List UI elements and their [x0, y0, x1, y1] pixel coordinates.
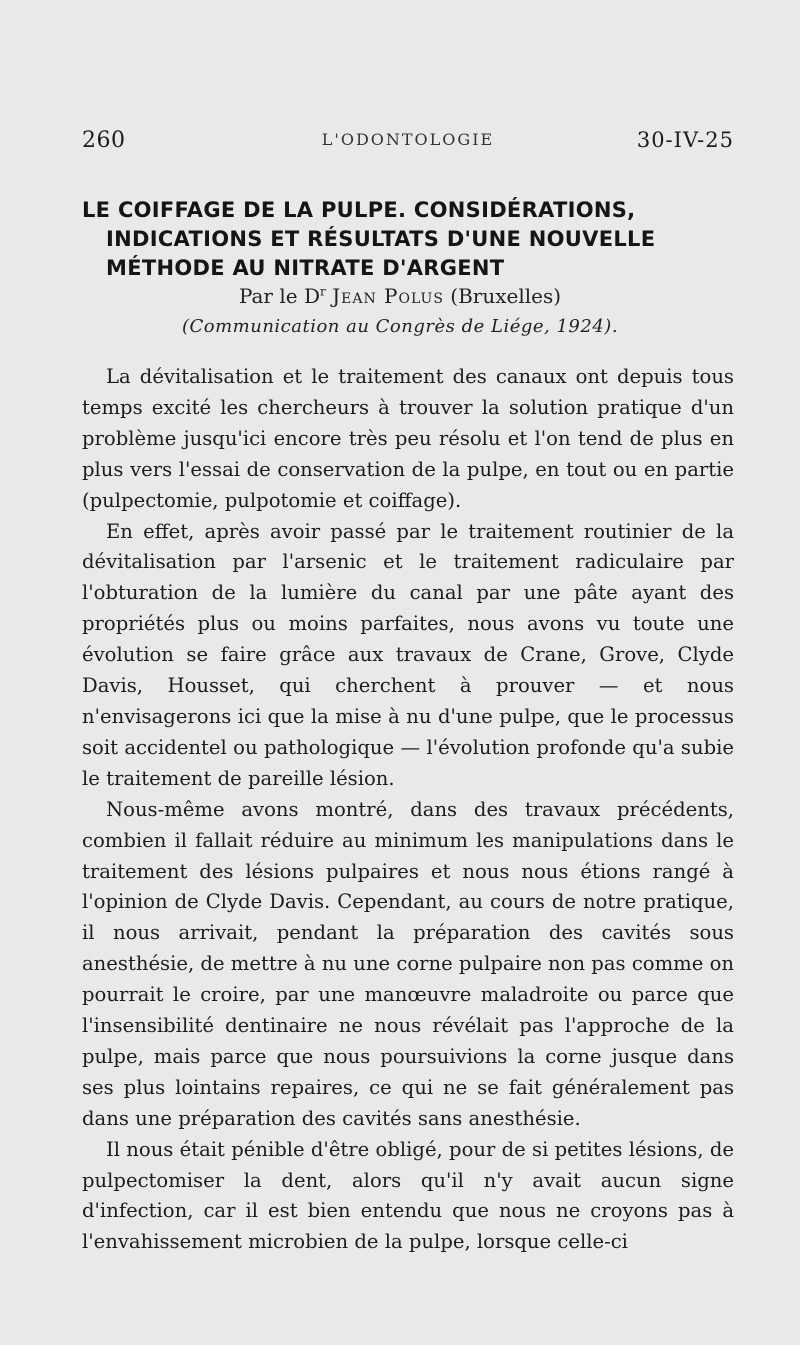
title-line-1: LE COIFFAGE DE LA PULPE. CONSIDÉRATIONS,	[82, 198, 636, 222]
issue-date: 30-IV-25	[636, 128, 734, 152]
paragraph-2: En effet, après avoir passé par le traitement routinier de la dévitalisation par l'arsenic et le traitement radiculaire par l'obturation de la lumière du canal par une pâte ayant des propriétés plus ou moins parfaites, nous avons vu toute une évolution se faire grâce aux travaux de Crane, Grove, Clyde Davis, Housset, qui cherchent à prouver — et nous n'envisagerons ici que la mise à nu d'une pulpe, que le processus soit accidentel ou pathologique — l'évolution profonde qu'a subie le traitement de pareille lésion.	[82, 519, 734, 790]
author-byline	[0, 284, 800, 308]
paragraph-3: Nous-même avons montré, dans des travaux précédents, combien il fallait réduire au minimum les manipulations dans le traitement des lésions pulpaires et nous nous étions rangé à l'opinion de Clyde Davis. Cependant, au cours de notre pratique, il nous arrivait, pendant la préparation des cavités sous anesthésie, de mettre à nu une corne pulpaire non pas comme on pourrait le croire, par une manœuvre maladroite ou parce que l'insensibilité dentinaire ne nous révélait pas l'approche de la pulpe, mais parce que nous poursuivions la corne jusque dans ses plus lointains repaires, ce qui ne se fait généralement pas dans une préparation des cavités sans anesthésie.	[82, 797, 734, 1130]
author-name: Jean Polus	[332, 284, 444, 308]
page-number: 260	[82, 128, 126, 153]
journal-title: L'ODONTOLOGIE	[321, 130, 495, 149]
title-line-2: INDICATIONS ET RÉSULTATS D'UNE NOUVELLE	[106, 227, 656, 251]
paragraph-1: La dévitalisation et le traitement des canaux ont depuis tous temps excité les chercheurs à trouver la solution pratique d'un problème jusqu'ici encore très peu résolu et l'on tend de plus en plus vers l'essai de conservation de la pulpe, en tout ou en partie (pulpectomie, pulpotomie et coiffage).	[82, 365, 734, 512]
running-head	[82, 128, 734, 158]
byline-sup: r	[319, 284, 326, 299]
byline-prefix: Par le D	[238, 284, 320, 308]
author-city: (Bruxelles)	[450, 284, 562, 308]
article-title	[82, 196, 742, 283]
title-line-3: MÉTHODE AU NITRATE D'ARGENT	[106, 256, 505, 280]
article-body	[82, 362, 734, 1258]
paragraph-4: Il nous était pénible d'être obligé, pour de si petites lésions, de pulpectomiser la dent, alors qu'il n'y avait aucun signe d'infection, car il est bien entendu que nous ne croyons pas à l'envahissement microbien de la pulpe, lorsque celle-ci	[82, 1137, 734, 1254]
communication-note: (Communication au Congrès de Liége, 1924).	[181, 316, 619, 337]
